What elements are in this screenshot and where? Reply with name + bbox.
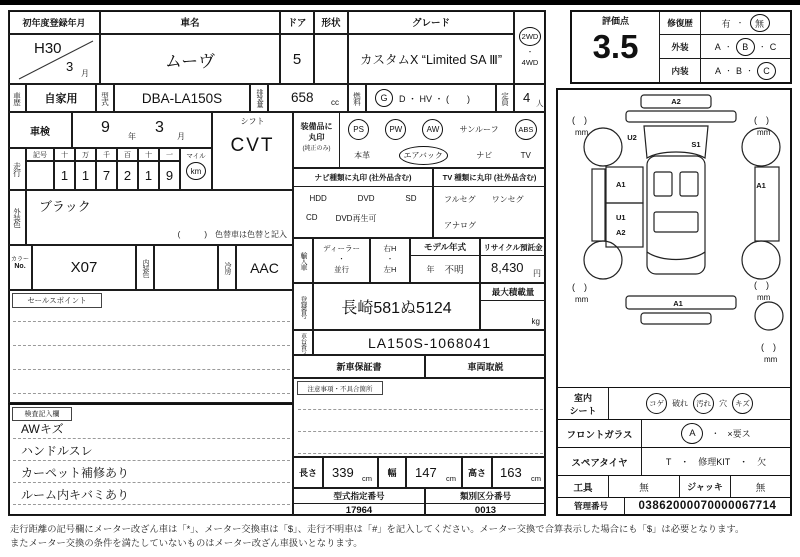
max-load-header: 最大積載量 xyxy=(481,284,545,301)
fuel-cell xyxy=(366,84,496,112)
equip-ps-circled: PS xyxy=(348,119,369,140)
mileage-symbol-value xyxy=(26,161,54,190)
import-parallel: 並行 xyxy=(334,265,349,274)
first-reg-year: H30 xyxy=(34,40,62,57)
length-label: 長さ xyxy=(293,457,323,488)
first-reg-month-unit: 月 xyxy=(81,69,89,78)
exterior-color-value: ブラック xyxy=(39,199,91,214)
drive-2wd-circled: 2WD xyxy=(519,27,542,46)
ruled-line xyxy=(13,369,290,370)
sales-point-label: セールスポイント xyxy=(12,293,102,308)
inspector-note-line: ハンドルスレ xyxy=(21,444,93,458)
nav-sd: SD xyxy=(405,194,417,203)
mileage-digit-header: 千 xyxy=(96,148,117,161)
mileage-digit-header: 万 xyxy=(75,148,96,161)
exterior-a: A xyxy=(714,41,721,52)
dot: ・ xyxy=(711,429,720,438)
seat-label-2: シート xyxy=(569,405,597,416)
drive-4wd: 4WD xyxy=(521,58,539,67)
diagram-right-door-mark: A1 xyxy=(756,181,766,190)
km-circled: km xyxy=(186,162,206,180)
repair-yes: 有 xyxy=(721,18,731,29)
color-no-value: X07 xyxy=(32,245,136,290)
door-header: ドア xyxy=(280,10,314,34)
seat-label xyxy=(558,388,609,419)
manual-cell: 車両取説 xyxy=(425,355,546,378)
ruled-line xyxy=(13,345,290,346)
mileage-digit: 2 xyxy=(117,161,138,190)
warranty-cell: 新車保証書 xyxy=(293,355,425,378)
displacement-label: 排気量 xyxy=(250,84,268,112)
car-damage-diagram xyxy=(558,90,790,384)
displacement-value: 658 xyxy=(291,90,314,105)
exterior-c: C xyxy=(769,41,777,52)
equip-airbag-circled: エアバック xyxy=(399,146,448,165)
shift-label: シフト xyxy=(240,117,265,126)
model-year-unit: 年 xyxy=(426,264,435,274)
cautions-label: 注意事項・不具合箇所 xyxy=(297,381,383,395)
drive-dot: ・ xyxy=(526,49,534,56)
seat-yabure: 破れ xyxy=(672,399,689,408)
class-header: 類別区分番号 xyxy=(426,489,545,504)
mileage-unit-cell xyxy=(180,148,212,190)
inspection-label: 車検 xyxy=(8,112,72,148)
ruled-line xyxy=(13,482,290,483)
model-year-value: 不明 xyxy=(444,265,464,276)
ruled-line xyxy=(298,409,543,410)
import-label: 輸入車 xyxy=(293,238,313,283)
mm-bracket: ( ) xyxy=(572,282,587,292)
ruled-line xyxy=(13,460,290,461)
grade-header: グレード xyxy=(348,10,514,34)
sales-point-area xyxy=(8,290,293,403)
nav-dvd: DVD xyxy=(357,194,375,203)
designation-value: 17964 xyxy=(345,504,373,516)
diagram-hood-mark: S1 xyxy=(691,140,701,149)
exterior-color-note: ( ) 色替車は色替と記入 xyxy=(177,230,287,239)
interior-grade-row xyxy=(660,59,790,82)
first-reg-header: 初年度登録年月 xyxy=(8,10,100,34)
score-label: 評価点 xyxy=(601,16,629,26)
tv-analog: アナログ xyxy=(444,221,476,230)
windshield-row xyxy=(558,419,790,447)
tools-row xyxy=(558,475,790,497)
import-handle-cell xyxy=(370,238,410,283)
inspection-month: 3 xyxy=(155,119,164,136)
import-dot2: ・ xyxy=(386,256,394,263)
ac-value: AAC xyxy=(236,245,293,290)
diagram-left-rear-door-mark-a2: A2 xyxy=(616,228,626,237)
capacity-cell xyxy=(514,84,546,112)
dot: ・ xyxy=(746,67,754,75)
height-label: 高さ xyxy=(462,457,492,488)
footer-line-1: 走行距離の記号欄にメーター改ざん車は「*」、メーター交換車は「$」、走行不明車は「#」を記入してください。メーター交換で合算表示した場合にも「$」は必要となります。 xyxy=(10,524,745,534)
equip-pw-circled: PW xyxy=(385,119,406,140)
ruled-line xyxy=(298,431,543,432)
mileage-digit-header: 百 xyxy=(117,148,138,161)
mileage-digit: 1 xyxy=(54,161,75,190)
fuel-label: 燃料 xyxy=(348,84,366,112)
seat-ana: 穴 xyxy=(719,399,728,408)
width-value: 147 xyxy=(415,465,437,480)
mileage-digit: 7 xyxy=(96,161,117,190)
nav-type-cell xyxy=(293,168,433,238)
length-value: 339 xyxy=(332,465,354,480)
dot: ・ xyxy=(758,43,766,51)
dot: ・ xyxy=(725,67,732,75)
model-year-cell xyxy=(410,238,480,283)
first-reg-cell xyxy=(8,34,100,84)
inspection-year-unit: 年 xyxy=(128,132,136,141)
import-dealer: ディーラー xyxy=(323,244,360,253)
mileage-digit: 1 xyxy=(138,161,159,190)
diagram-rear-bumper-mark: A1 xyxy=(673,299,683,308)
inspector-note-line: ルーム内キバミあり xyxy=(21,488,130,502)
class-value: 0013 xyxy=(474,504,497,516)
nav-hdd: HDD xyxy=(309,194,327,203)
management-value: 03862000070000067714 xyxy=(638,500,777,512)
equipment-row1 xyxy=(340,115,545,143)
mm-label: mm xyxy=(757,293,771,302)
chassis-value: LA150S-1068041 xyxy=(313,330,546,355)
mileage-label: 走行 xyxy=(8,148,26,190)
interior-grade-label: 内装 xyxy=(660,59,701,82)
color-no-label-2: No. xyxy=(14,263,26,270)
mm-label: mm xyxy=(757,128,771,137)
equipment-label-3: (純正のみ) xyxy=(302,146,331,152)
mm-bracket: ( ) xyxy=(754,115,769,125)
seat-koge-circled: コゲ xyxy=(646,393,667,414)
seat-label-1: 室内 xyxy=(573,392,592,403)
exterior-b-circled: B xyxy=(736,38,755,56)
car-name-value: ムーヴ xyxy=(100,34,280,84)
windshield-label: フロントガラス xyxy=(558,420,642,447)
tools-label: 工具 xyxy=(558,476,609,497)
equip-sunroof: サンルーフ xyxy=(459,124,499,134)
mm-label: mm xyxy=(764,355,778,364)
tools-value: 無 xyxy=(609,476,680,497)
mileage-digit: 1 xyxy=(75,161,96,190)
diagram-left-front-door-mark: A1 xyxy=(616,180,626,189)
width-unit: cm xyxy=(446,474,456,483)
fuel-g-circled: G xyxy=(375,89,393,107)
ruled-line xyxy=(13,504,290,505)
ruled-line xyxy=(13,321,290,322)
tv-type-header: TV 種類に丸印 (社外品含む) xyxy=(434,169,545,187)
registration-label: 登録番号 xyxy=(293,283,313,330)
footer-line-2: またメーター交換の条件を満たしていないものはメーター改ざん車扱いとなります。 xyxy=(10,538,363,549)
inspection-value xyxy=(72,112,212,148)
color-no-label-1: カラー xyxy=(10,257,29,263)
height-unit: cm xyxy=(531,474,541,483)
mm-bracket: ( ) xyxy=(572,115,587,125)
interior-color-value xyxy=(154,245,218,290)
recycle-header: リサイクル預託金 xyxy=(481,239,545,256)
top-black-bar xyxy=(0,0,800,5)
shift-value: CVT xyxy=(230,135,275,156)
equip-aw-circled: AW xyxy=(422,119,443,140)
displacement-unit: cc xyxy=(331,98,339,107)
diagram-front-bumper-mark: A2 xyxy=(671,97,681,106)
equip-navi: ナビ xyxy=(476,150,493,160)
interior-c-circled: C xyxy=(757,62,776,80)
spare-tire-row xyxy=(558,447,790,475)
registration-value: 長崎581ぬ5124 xyxy=(313,283,480,330)
designation-header: 型式指定番号 xyxy=(294,489,424,504)
shape-value xyxy=(314,34,348,84)
capacity-label: 定員 xyxy=(496,84,514,112)
equipment-label xyxy=(294,113,340,169)
import-lh: 左H xyxy=(383,265,397,274)
max-load-unit: kg xyxy=(531,317,540,326)
recycle-cell xyxy=(480,238,546,283)
repair-label: 修復歴 xyxy=(660,12,701,34)
mm-bracket: ( ) xyxy=(761,342,776,352)
inspector-note-line: AWキズ xyxy=(21,422,64,436)
width-label: 幅 xyxy=(378,457,406,488)
nav-type-header: ナビ種類に丸印 (社外品含む) xyxy=(294,169,432,187)
inspection-year: 9 xyxy=(101,119,110,136)
first-reg-month: 3 xyxy=(66,59,74,74)
inspector-notes-area xyxy=(8,403,293,516)
displacement-cell xyxy=(268,84,348,112)
mm-label: mm xyxy=(575,128,589,137)
nav-cd: CD xyxy=(306,213,318,222)
length-cell xyxy=(323,457,378,488)
diagram-left-rear-door-mark-u1: U1 xyxy=(616,213,626,222)
import-rh: 右H xyxy=(383,244,397,253)
history-value: 自家用 xyxy=(26,84,96,112)
model-code-value: DBA-LA150S xyxy=(114,84,250,112)
drive-type-cell xyxy=(514,10,546,84)
jack-value: 無 xyxy=(755,482,766,494)
evaluation-box xyxy=(570,10,792,84)
ruled-line xyxy=(13,393,290,394)
chassis-label xyxy=(293,330,313,355)
interior-b: B xyxy=(736,65,743,76)
car-name-header: 車名 xyxy=(100,10,280,34)
ruled-line xyxy=(13,438,290,439)
equipment-cell xyxy=(293,112,546,168)
inspector-notes-label: 検査記入欄 xyxy=(12,407,72,421)
import-dot: ・ xyxy=(338,256,345,263)
width-cell xyxy=(406,457,462,488)
tv-type-cell xyxy=(433,168,546,238)
door-value: 5 xyxy=(280,34,314,84)
right-lower-box xyxy=(556,88,792,516)
exterior-color-cell xyxy=(26,190,293,245)
management-label: 管理番号 xyxy=(558,498,625,514)
length-unit: cm xyxy=(362,474,372,483)
equipment-label-1: 装備品に xyxy=(300,122,333,131)
model-year-header: モデル年式 xyxy=(411,239,479,256)
mileage-digit-header: 一 xyxy=(159,148,180,161)
color-no-label xyxy=(8,245,32,290)
capacity-unit: 人 xyxy=(536,99,544,108)
import-dealer-cell xyxy=(313,238,370,283)
footer-note xyxy=(10,522,796,551)
grade-value: カスタムX “Limited SA Ⅲ” xyxy=(348,34,514,84)
repair-row xyxy=(660,12,790,35)
shape-header: 形状 xyxy=(314,10,348,34)
ac-label: 冷房 xyxy=(218,245,236,290)
designation-number-cell xyxy=(293,488,425,516)
height-value: 163 xyxy=(500,465,522,480)
model-code-label: 型式 xyxy=(96,84,114,112)
exterior-color-label: 外装色 xyxy=(8,190,26,245)
capacity-value: 4 xyxy=(523,90,531,105)
cautions-area xyxy=(293,378,546,457)
class-number-cell xyxy=(425,488,546,516)
dot: ・ xyxy=(736,20,744,27)
ruled-line xyxy=(298,453,543,454)
repair-no-circled: 無 xyxy=(750,14,770,32)
equipment-label-2: 丸印 xyxy=(308,133,325,142)
chassis-label-text: 車台番号 xyxy=(299,332,306,353)
mileage-symbol-header: 記号 xyxy=(26,148,54,161)
inspector-note-line: カーペット補修あり xyxy=(21,466,130,480)
equip-leather: 本革 xyxy=(354,150,371,160)
score-col xyxy=(572,12,660,82)
fuel-options: D ・ HV ・ ( ) xyxy=(399,93,470,104)
nav-dvd-play: DVD再生可 xyxy=(335,214,377,223)
spare-tire-value: T ・ 修理KIT ・ 欠 xyxy=(665,457,767,467)
mm-bracket: ( ) xyxy=(754,280,769,290)
mileage-digit-header: 十 xyxy=(138,148,159,161)
recycle-value: 8,430 xyxy=(491,260,524,275)
spare-tire-label: スペアタイヤ xyxy=(558,448,642,475)
shift-cell xyxy=(212,112,293,190)
mile-label: マイル xyxy=(186,153,206,160)
mileage-digit: 9 xyxy=(159,161,180,190)
interior-a: A xyxy=(714,65,721,76)
tv-oneseg: ワンセグ xyxy=(491,195,524,204)
dot: ・ xyxy=(724,43,732,51)
windshield-grade-circled: A xyxy=(681,423,703,444)
management-row xyxy=(558,497,790,514)
interior-color-label: 内装色 xyxy=(136,245,154,290)
seat-kizu-circled: キズ xyxy=(732,393,753,414)
diagram-left-fender-mark: U2 xyxy=(627,133,637,142)
height-cell xyxy=(492,457,546,488)
exterior-grade-row xyxy=(660,35,790,59)
seat-row xyxy=(558,387,790,419)
seat-yogore-circled: 汚れ xyxy=(693,393,714,414)
inspection-month-unit: 月 xyxy=(177,132,185,141)
tv-fullseg: フルセグ xyxy=(444,195,476,204)
score-value: 3.5 xyxy=(592,28,639,65)
equip-abs-circled: ABS xyxy=(515,119,537,140)
mm-label: mm xyxy=(575,295,589,304)
max-load-cell xyxy=(480,283,546,330)
recycle-unit: 円 xyxy=(533,269,541,278)
equip-tv: TV xyxy=(520,150,531,160)
history-label: 車歴 xyxy=(8,84,26,112)
exterior-grade-label: 外装 xyxy=(660,35,701,58)
equipment-row2 xyxy=(340,143,545,167)
jack-label: ジャッキ xyxy=(680,476,731,497)
mileage-digit-header: 十 xyxy=(54,148,75,161)
windshield-note: ×要ス xyxy=(727,429,751,439)
